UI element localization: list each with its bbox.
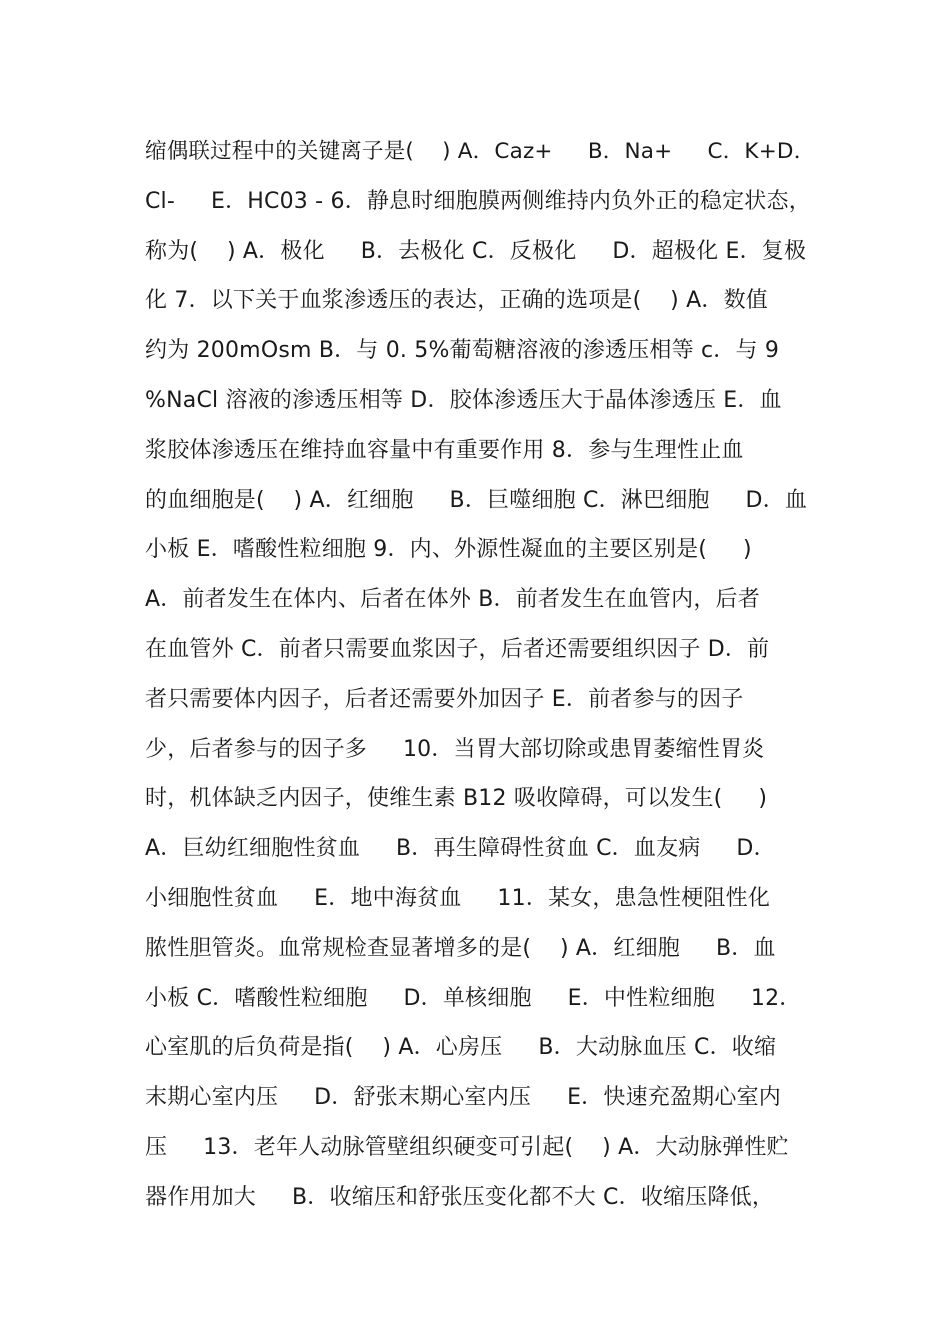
document-text bbox=[145, 127, 825, 1223]
text-line: 缩偶联过程中的关键离子是( ) A．Caz+ B．Na+ C．K+D． bbox=[145, 139, 816, 164]
text-line: 者只需要体内因子，后者还需要外加因子 E．前者参与的因子 bbox=[145, 686, 744, 712]
text-line: 时，机体缺乏内因子，使维生素 B12 吸收障碍，可以发生( ) bbox=[145, 786, 768, 812]
text-line: 的血细胞是( ) A．红细胞 B．巨噬细胞 C．淋巴细胞 D．血 bbox=[145, 487, 808, 513]
text-line: 脓性胆管炎。血常规检查显著增多的是( ) A．红细胞 B．血 bbox=[145, 935, 776, 961]
text-line: 小细胞性贫血 E．地中海贫血 11．某女，患急性梗阻性化 bbox=[145, 885, 771, 911]
text-line: 小板 E．嗜酸性粒细胞 9．内、外源性凝血的主要区别是( ) bbox=[145, 537, 752, 563]
text-line: A．巨幼红细胞性贫血 B．再生障碍性贫血 C．血友病 D． bbox=[145, 836, 776, 862]
text-line: %NaCl 溶液的渗透压相等 D．胶体渗透压大于晶体渗透压 E．血 bbox=[145, 387, 782, 413]
text-line: 末期心室内压 D．舒张末期心室内压 E．快速充盈期心室内 bbox=[145, 1085, 781, 1111]
text-line: 称为( ) A．极化 B．去极化 C．反极化 D．超极化 E．复极 bbox=[145, 238, 807, 264]
text-line: 化 7．以下关于血浆渗透压的表达，正确的选项是( ) A．数值 bbox=[145, 288, 768, 314]
text-line: 浆胶体渗透压在维持血容量中有重要作用 8．参与生理性止血 bbox=[145, 437, 744, 463]
text-line: 器作用加大 B．收缩压和舒张压变化都不大 C．收缩压降低， bbox=[145, 1184, 775, 1210]
text-line: 在血管外 C．前者只需要血浆因子，后者还需要组织因子 D．前 bbox=[145, 636, 770, 662]
text-line: 心室肌的后负荷是指( ) A．心房压 B．大动脉血压 C．收缩 bbox=[145, 1035, 777, 1061]
text-line: 小板 C．嗜酸性粒细胞 D．单核细胞 E．中性粒细胞 12． bbox=[145, 985, 802, 1011]
text-line: 少，后者参与的因子多 10．当胃大部切除或患胃萎缩性胃炎 bbox=[145, 736, 765, 762]
text-line: Cl- E．HC03 - 6．静息时细胞膜两侧维持内负外正的稳定状态， bbox=[145, 188, 811, 214]
text-line: 约为 200mOsm B．与 0. 5%葡萄糖溶液的渗透压相等 c．与 9 bbox=[145, 338, 780, 364]
text-line: 压 13．老年人动脉管壁组织硬变可引起( ) A．大动脉弹性贮 bbox=[145, 1134, 789, 1160]
text-line: A．前者发生在体内、后者在体外 B．前者发生在血管内，后者 bbox=[145, 587, 760, 613]
